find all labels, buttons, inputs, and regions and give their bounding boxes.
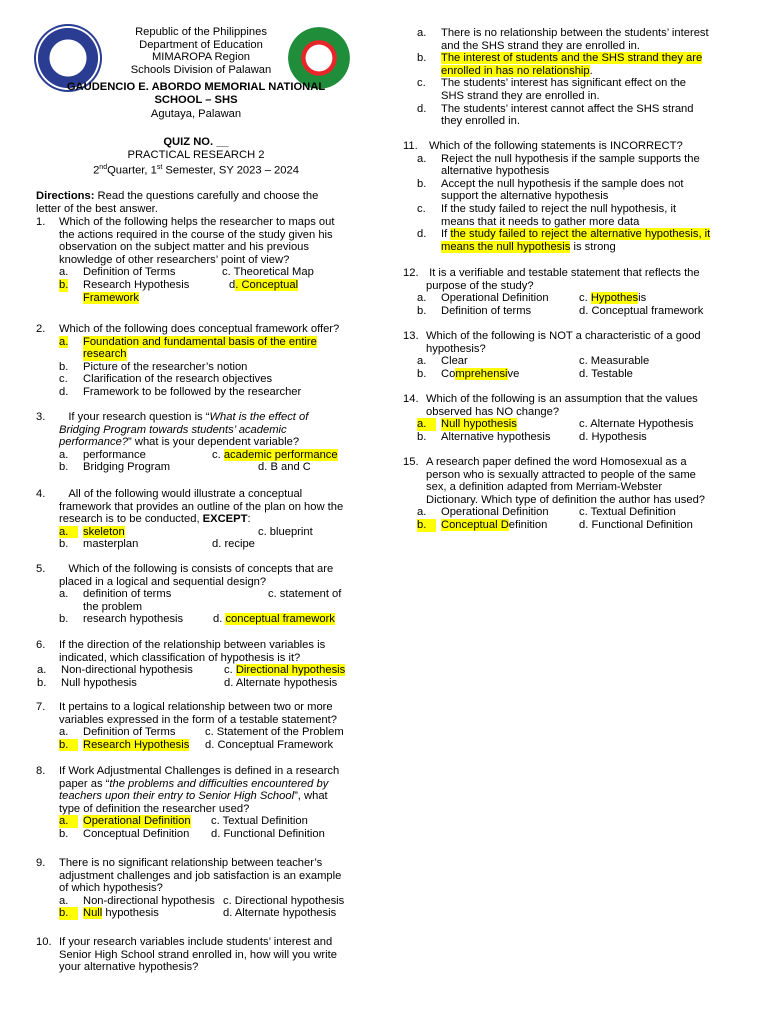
question-7: 7. It pertains to a logical relationship between two or more variables expressed in the form of a testable statement? a. Definition of Terms c. Statement of the Problem b. Research Hypothesis d. Conceptual Framework [36, 701, 356, 751]
question-9: 9. There is no significant relationship between teacher’s adjustment challenges and job satisfaction is an example of which hypothesis? a. Non-directional hypothesis c. Directional hypothesis b. Null hypothesis d. Alternate hypothesis [36, 857, 356, 920]
question-5: 5. Which of the following is consists of concepts that are placed in a logical and sequential design? a. definition of terms c. statement of the problem b. research hypothesis d. conceptual framework [36, 563, 356, 626]
option-a[interactable]: a. There is no relationship between the students’ interest and the SHS strand they are enrolled in. [417, 27, 709, 52]
question-13: 13. Which of the following is NOT a characteristic of a good hypothesis? a. Clear c. Measurable b. Comprehensive d. Testable [403, 330, 729, 380]
option-a[interactable]: a. performance c. academic performance [59, 448, 338, 461]
question-10-options [417, 27, 729, 128]
option-d[interactable]: d. The students’ interest cannot affect the SHS strand they enrolled in. [417, 102, 694, 128]
option-b[interactable]: b. Picture of the researcher’s notion [59, 360, 248, 373]
option-c[interactable]: c. If the study failed to reject the null hypothesis, it means that it needs to gather more data [417, 202, 677, 228]
term-line: 2ndQuarter, 1st Semester, SY 2023 – 2024 [93, 164, 299, 177]
school-place: Agutaya, Palawan [150, 108, 242, 120]
option-c[interactable]: c. Clarification of the research objectives [59, 373, 273, 386]
option-a[interactable]: a. Reject the null hypothesis if the sample supports the alternative hypothesis [417, 152, 700, 178]
question-11: 11. Which of the following statements is INCORRECT? a. Reject the null hypothesis if the sample supports the alternative hypothesis b. Accept the null hypothesis if the sample does not support the alternative hypothesis c. If the study failed to reject the null hypothesis, it means that it needs to gather more data d. If the study failed to reject the alternative hypothesis, it means the null hypothesis is strong [403, 140, 729, 253]
option-b[interactable]: b. Comprehensive d. Testable [417, 367, 633, 380]
question-14: 14. Which of the following is an assumption that the values observed has NO change? a. Null hypothesis c. Alternate Hypothesis b. Alternative hypothesis d. Hypothesis [403, 393, 729, 443]
school-name: GAUDENCIO E. ABORDO MEMORIAL NATIONAL SCHOOL – SHS [66, 81, 326, 106]
question-1: 1. Which of the following helps the researcher to maps out the actions required in the course of the study given his observation on the subject matter and his previous knowledge of other researchers’ point of view? a. Definition of Terms c. Theoretical Map b. Research Hypothesis d. Conceptual Framework [36, 216, 356, 304]
header-line1: Republic of the Philippines [135, 26, 267, 38]
option-b[interactable]: b. Research Hypothesis d. Conceptual Framework [59, 738, 334, 751]
option-b[interactable]: b. Conceptual Definition d. Functional Definition [59, 827, 325, 840]
question-8: 8. If Work Adjustmental Challenges is defined in a research paper as “the problems and difficulties encountered by teachers upon their entry to Senior High School”, what type of definition the researcher used? a. Operational Definition c. Textual Definition b. Conceptual Definition d. Functional Definition [36, 765, 356, 841]
question-12: 12. It is a verifiable and testable statement that reflects the purpose of the study? a. Operational Definition c. Hypothesis b. Definition of terms d. Conceptual framework [403, 267, 729, 317]
option-a[interactable]: a. Operational Definition c. Textual Definition [417, 506, 676, 519]
option-b[interactable]: b. Research Hypothesis d. Conceptual [59, 278, 299, 291]
document-header [36, 26, 366, 76]
option-d[interactable]: d. Framework to be followed by the researcher [59, 385, 302, 398]
option-b[interactable]: b. The interest of students and the SHS strand they are enrolled in has no relationship. [417, 52, 703, 77]
header-line2: Department of Education [139, 38, 263, 51]
question-6: 6. If the direction of the relationship between variables is indicated, which classification of hypothesis is it? a. Non-directional hypothesis c. Directional hypothesis b. Null hypothesis d. Alternate hypothesis [36, 639, 356, 689]
question-4: 4. All of the following would illustrate a conceptual framework that provides an outline of the plan on how the research is to be conducted, EXCEPT: a. skeleton c. blueprint b. masterplan d. recipe [36, 488, 356, 551]
option-a[interactable]: a. skeleton c. blueprint [59, 525, 313, 538]
option-a[interactable]: a. Clear c. Measurable [417, 355, 650, 368]
option-a[interactable]: a. Null hypothesis c. Alternate Hypothesis [417, 418, 694, 431]
option-c[interactable]: c. The students’ interest has significant effect on the SHS strand they are enrolled in. [417, 77, 687, 102]
option-b[interactable]: b. Bridging Program d. B and C [59, 461, 311, 474]
option-a[interactable]: a. Operational Definition c. Hypothesis [417, 292, 647, 305]
option-b[interactable]: b. masterplan d. recipe [59, 538, 255, 551]
option-b[interactable]: b. Conceptual Definition d. Functional Definition [417, 518, 693, 531]
question-10: 10. If your research variables include students’ interest and Senior High School strand enrolled in, how will you write your alternative hypothesis? [36, 936, 337, 974]
option-b[interactable]: b. Alternative hypothesis d. Hypothesis [417, 430, 647, 443]
question-15: 15. A research paper defined the word Homosexual as a person who is sexually attracted to people of the same sex, a definition adapted from Merriam-Webster Dictionary. Which type of definition the author has used? a. Operational Definition c. Textual Definition b. Conceptual Definition d. Functional Definition [403, 456, 729, 532]
option-a[interactable]: a. Non-directional hypothesis c. Directional hypothesis [59, 894, 345, 907]
quiz-title: QUIZ NO. __ [163, 136, 229, 148]
option-a[interactable]: a. Definition of Terms c. Theoretical Map [59, 266, 314, 279]
question-3: 3. If your research question is “What is the effect of Bridging Program towards students’ academic performance?” what is your dependent variable? a. performance c. academic performance b. Bridging Program d. B and C [36, 411, 356, 474]
option-b[interactable]: b. Accept the null hypothesis if the sample does not support the alternative hypothesis [417, 177, 684, 203]
subject-title: PRACTICAL RESEARCH 2 [127, 149, 265, 161]
option-a[interactable]: a. Operational Definition c. Textual Definition [59, 815, 308, 828]
option-d[interactable]: d. If the study failed to reject the alternative hypothesis, it means the null hypothesis is strong [417, 228, 711, 253]
question-2: 2. Which of the following does conceptual framework offer? a. Foundation and fundamental basis of the entire research b. Picture of the researcher’s notion c. Clarification of the research objectives d. Framework to be followed by the researcher [36, 323, 356, 399]
header-line4: Schools Division of Palawan [130, 63, 272, 76]
option-b[interactable]: b. Definition of terms d. Conceptual framework [417, 304, 704, 317]
option-b[interactable]: b. Null hypothesis d. Alternate hypothesis [59, 907, 337, 920]
option-b[interactable]: b. Null hypothesis d. Alternate hypothesis [37, 676, 338, 689]
option-a[interactable]: a. Non-directional hypothesis c. Directional hypothesis [37, 664, 346, 677]
header-line3: MIMAROPA Region [151, 51, 251, 64]
option-a[interactable]: a. Foundation and fundamental basis of the entire [59, 335, 317, 348]
option-b[interactable]: b. research hypothesis d. conceptual framework [59, 613, 335, 626]
directions: Directions: Read the questions carefully and choose the letter of the best answer. [36, 190, 319, 215]
option-a[interactable]: a. Definition of Terms c. Statement of the Problem [59, 726, 344, 739]
option-a[interactable]: a. definition of terms c. statement of [59, 588, 342, 601]
